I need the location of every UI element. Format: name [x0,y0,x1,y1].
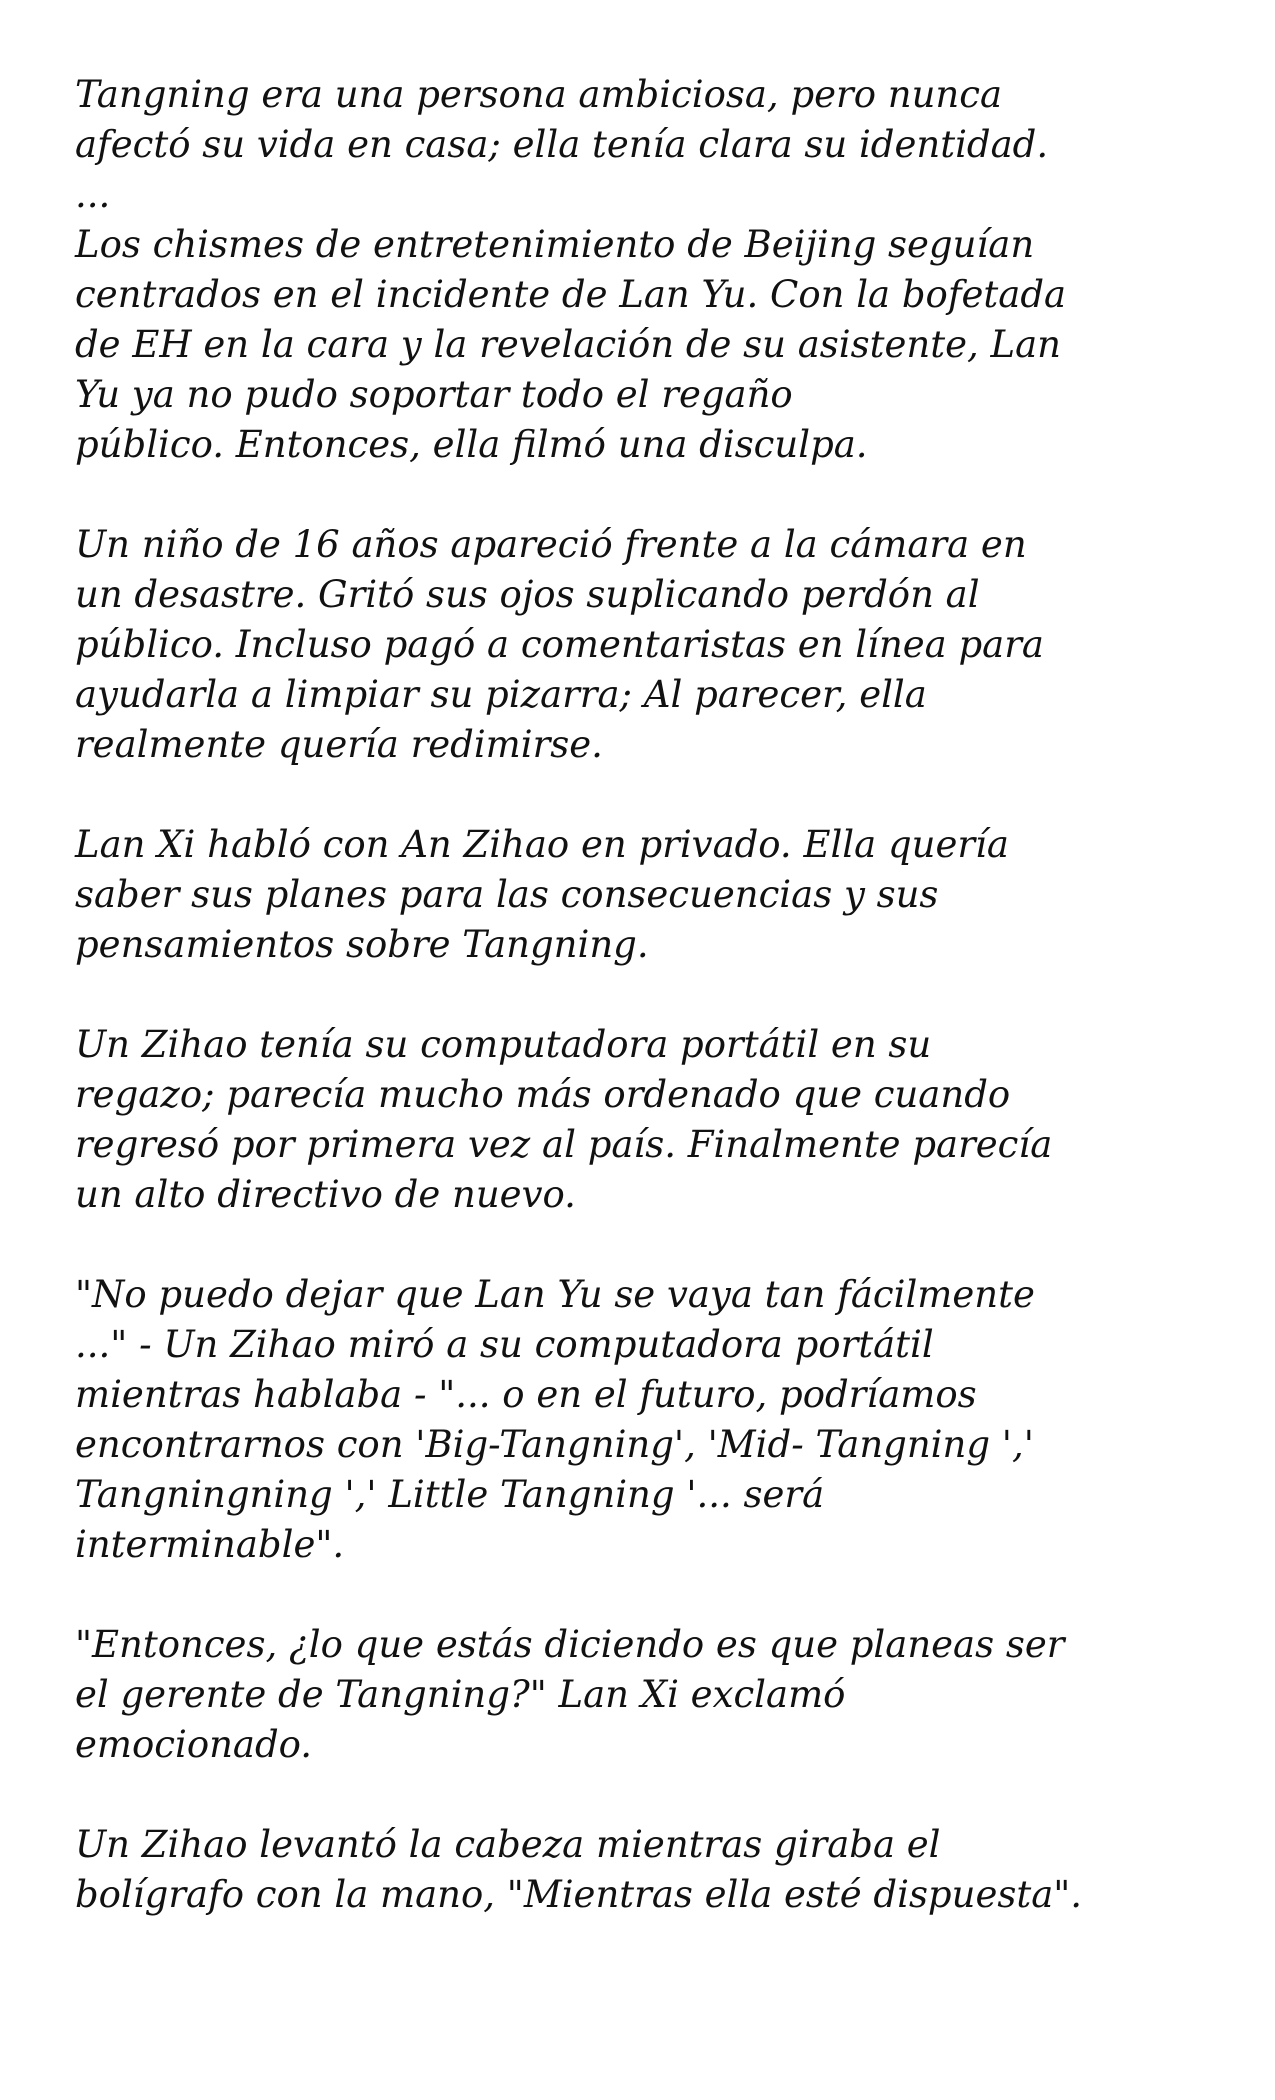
text-line: bolígrafo con la mano, "Mientras ella esté dispuesta". [75,1873,1083,1916]
paragraph-4 [75,1020,1225,1220]
text-line: encontrarnos con 'Big-Tangning', 'Mid- Tangning ',' [75,1423,1034,1466]
text-line: el gerente de Tangning?" Lan Xi exclamó [75,1673,846,1716]
text-line: emocionado. [75,1723,313,1766]
text-line: ... [75,173,111,216]
text-line: de EH en la cara y la revelación de su asistente, Lan [75,323,1061,366]
text-line: un alto directivo de nuevo. [75,1173,576,1216]
paragraph-2 [75,520,1225,770]
text-line: Tangning era una persona ambiciosa, pero nunca [75,73,1003,116]
text-line: realmente quería redimirse. [75,723,603,766]
text-line: Un niño de 16 años apareció frente a la cámara en [75,523,1027,566]
text-line: público. Entonces, ella filmó una disculpa. [75,423,868,466]
text-line: público. Incluso pagó a comentaristas en línea para [75,623,1044,666]
text-line: Un Zihao tenía su computadora portátil en su [75,1023,932,1066]
paragraph-1 [75,70,1225,470]
paragraph-7 [75,1820,1225,1920]
text-line: ..." - Un Zihao miró a su computadora portátil [75,1323,934,1366]
text-line: ayudarla a limpiar su pizarra; Al parecer, ella [75,673,927,716]
text-line: regazo; parecía mucho más ordenado que cuando [75,1073,1011,1116]
text-line: un desastre. Gritó sus ojos suplicando perdón al [75,573,980,616]
text-line: interminable". [75,1523,345,1566]
text-line: Lan Xi habló con An Zihao en privado. Ella quería [75,823,1009,866]
document-page [75,70,1225,1970]
text-line: centrados en el incidente de Lan Yu. Con la bofetada [75,273,1067,316]
text-line: "Entonces, ¿lo que estás diciendo es que planeas ser [75,1623,1065,1666]
text-line: Los chismes de entretenimiento de Beijing seguían [75,223,1035,266]
text-line: mientras hablaba - "... o en el futuro, podríamos [75,1373,977,1416]
text-line: afectó su vida en casa; ella tenía clara su identidad. [75,123,1049,166]
text-line: Tangningning ',' Little Tangning '... será [75,1473,825,1516]
paragraph-5 [75,1270,1225,1570]
text-line: saber sus planes para las consecuencias y sus [75,873,939,916]
text-line: regresó por primera vez al país. Finalmente parecía [75,1123,1053,1166]
text-line: pensamientos sobre Tangning. [75,923,649,966]
text-line: Un Zihao levantó la cabeza mientras giraba el [75,1823,941,1866]
text-line: Yu ya no pudo soportar todo el regaño [75,373,793,416]
text-line: "No puedo dejar que Lan Yu se vaya tan fácilmente [75,1273,1035,1316]
paragraph-3 [75,820,1225,970]
paragraph-6 [75,1620,1225,1770]
